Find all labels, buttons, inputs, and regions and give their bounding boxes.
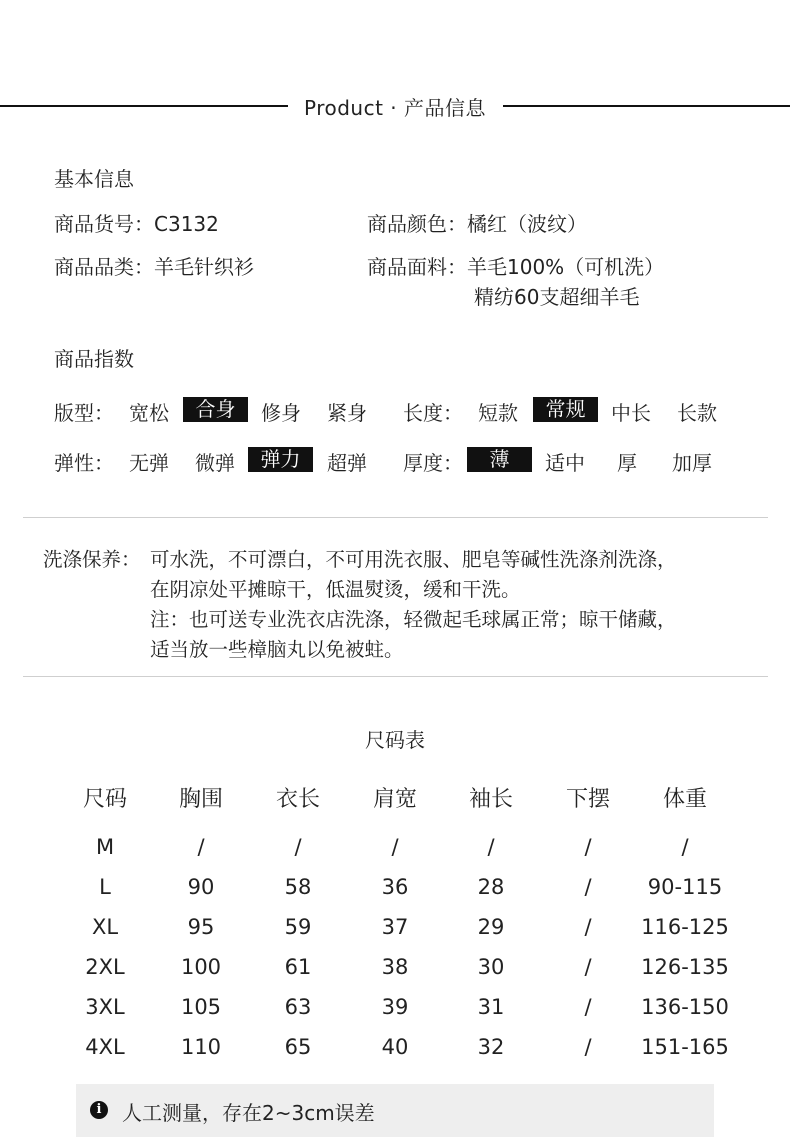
size-table-cell-hem: /: [584, 915, 592, 939]
size-table-cell-length: 59: [284, 915, 312, 939]
size-table-header-size: 尺码: [82, 787, 127, 812]
length-label: 长度：: [403, 401, 463, 425]
info-icon: i: [90, 1101, 108, 1119]
size-table-cell-sleeve: 28: [477, 875, 505, 899]
thickness-option-thin-selected: 薄: [467, 447, 532, 472]
size-table-cell-hem: /: [584, 835, 592, 859]
fit-option-regular-selected: 合身: [183, 397, 248, 422]
size-table-cell-hem: /: [584, 1035, 592, 1059]
product-color: 商品颜色：橘红（波纹）: [367, 212, 587, 236]
size-table-cell-shoulder: 36: [381, 875, 409, 899]
size-table-cell-chest: 95: [187, 915, 215, 939]
basic-info-title: 基本信息: [54, 167, 134, 191]
size-table-header-length: 衣长: [275, 787, 320, 812]
size-table-title: 尺码表: [365, 728, 425, 752]
thickness-option-medium: 适中: [545, 451, 585, 475]
care-line-2: 在阴凉处平摊晾干，低温熨烫，缓和干洗。: [150, 578, 521, 601]
elasticity-option-stretch-selected: 弹力: [248, 447, 313, 472]
divider-top: [23, 517, 768, 518]
size-table-cell-hem: /: [584, 955, 592, 979]
size-table-cell-chest: 105: [180, 995, 222, 1019]
product-fabric: 商品面料：羊毛100%（可机洗）: [367, 255, 665, 279]
care-line-3: 注：也可送专业洗衣店洗涤，轻微起毛球属正常；晾干储藏，: [150, 608, 677, 631]
size-table-header-weight: 体重: [662, 787, 707, 812]
elasticity-option-super: 超弹: [327, 451, 367, 475]
size-table-cell-chest: 110: [180, 1035, 222, 1059]
fit-label: 版型：: [54, 401, 114, 425]
size-table-cell-weight: 116-125: [641, 915, 729, 939]
size-table-cell-shoulder: 38: [381, 955, 409, 979]
size-table-cell-length: 63: [284, 995, 312, 1019]
care-label: 洗涤保养：: [43, 548, 141, 571]
elasticity-label: 弹性：: [54, 451, 114, 475]
size-table-cell-size: 3XL: [85, 995, 125, 1019]
size-table-cell-size: L: [99, 875, 111, 899]
size-table-cell-size: 4XL: [85, 1035, 125, 1059]
size-table-cell-shoulder: 39: [381, 995, 409, 1019]
size-table-cell-length: 65: [284, 1035, 312, 1059]
measurement-note-text: 人工测量，存在2~3cm误差: [122, 1101, 375, 1125]
thickness-label: 厚度：: [403, 451, 463, 475]
measurement-note: [76, 1084, 714, 1137]
length-option-regular-selected: 常规: [533, 397, 598, 422]
size-table-header-shoulder: 肩宽: [372, 787, 417, 812]
size-table-cell-length: /: [294, 835, 302, 859]
size-table-cell-weight: /: [681, 835, 689, 859]
size-table-header-hem: 下摆: [565, 787, 610, 812]
thickness-option-thick: 厚: [617, 451, 637, 475]
size-table-cell-size: XL: [91, 915, 119, 939]
size-table-cell-sleeve: /: [487, 835, 495, 859]
size-table-cell-size: 2XL: [85, 955, 125, 979]
size-table-header-sleeve: 袖长: [468, 787, 513, 812]
size-table-cell-chest: /: [197, 835, 205, 859]
fit-option-tight: 紧身: [327, 401, 367, 425]
fit-option-loose: 宽松: [129, 401, 169, 425]
size-table-cell-sleeve: 30: [477, 955, 505, 979]
size-table-cell-weight: 136-150: [641, 995, 729, 1019]
care-line-4: 适当放一些樟脑丸以免被蛀。: [150, 638, 404, 661]
size-table-cell-length: 58: [284, 875, 312, 899]
fit-option-slim: 修身: [261, 401, 301, 425]
size-table-cell-sleeve: 31: [477, 995, 505, 1019]
length-option-short: 短款: [478, 401, 518, 425]
page-title: Product · 产品信息: [303, 96, 486, 120]
elasticity-option-slight: 微弹: [195, 451, 235, 475]
size-table-cell-shoulder: 37: [381, 915, 409, 939]
product-category: 商品品类：羊毛针织衫: [54, 255, 254, 279]
product-fabric-detail: 精纺60支超细羊毛: [474, 285, 640, 309]
elasticity-option-none: 无弹: [129, 451, 169, 475]
size-table-header-chest: 胸围: [178, 787, 223, 812]
size-table-cell-sleeve: 29: [477, 915, 505, 939]
size-table-cell-weight: 151-165: [641, 1035, 729, 1059]
size-table-cell-weight: 90-115: [647, 875, 723, 899]
size-table-cell-sleeve: 32: [477, 1035, 505, 1059]
product-index-title: 商品指数: [54, 347, 134, 371]
size-table-cell-hem: /: [584, 995, 592, 1019]
size-table-cell-shoulder: /: [391, 835, 399, 859]
length-option-long: 长款: [677, 401, 717, 425]
size-table-cell-length: 61: [284, 955, 312, 979]
size-table-cell-chest: 90: [187, 875, 215, 899]
size-table-cell-shoulder: 40: [381, 1035, 409, 1059]
size-table-cell-chest: 100: [180, 955, 222, 979]
thickness-option-extra-thick: 加厚: [672, 451, 712, 475]
care-line-1: 可水洗，不可漂白，不可用洗衣服、肥皂等碱性洗涤剂洗涤，: [150, 548, 677, 571]
item-number: 商品货号：C3132: [54, 212, 219, 236]
size-table-cell-size: M: [95, 835, 115, 859]
length-option-midlength: 中长: [611, 401, 651, 425]
size-table-cell-weight: 126-135: [641, 955, 729, 979]
size-table-cell-hem: /: [584, 875, 592, 899]
divider-bottom: [23, 676, 768, 677]
